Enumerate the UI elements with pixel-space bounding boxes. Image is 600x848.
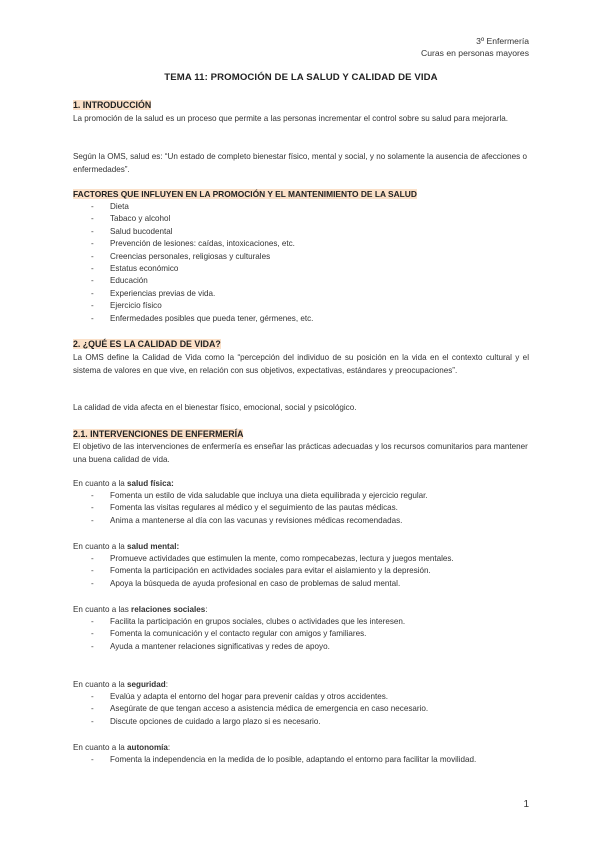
autonomia-list [91, 754, 476, 766]
list-item: - Ayuda a mantener relaciones significativas y redes de apoyo. [91, 641, 330, 651]
list-item: - Tabaco y alcohol [91, 214, 171, 224]
list-item: - Fomenta la comunicación y el contacto regular con amigos y familiares. [91, 629, 367, 639]
section-heading-introduccion: 1. INTRODUCCIÓN [73, 100, 152, 110]
list-item: - Facilita la participación en grupos sociales, clubes o actividades que les interesen. [91, 617, 406, 626]
list-item: - Fomenta la independencia en la medida de lo posible, adaptando el entorno para facilitar la movilidad. [91, 755, 477, 764]
list-item: - Creencias personales, religiosas y culturales [91, 251, 271, 261]
list-item: - Fomenta un estilo de vida saludable que incluya una dieta equilibrada y ejercicio regular. [91, 491, 428, 500]
group-intro-autonomia: En cuanto a la autonomía: [73, 743, 171, 752]
group-intro-salud-fisica: En cuanto a la salud física: [73, 479, 174, 488]
list-item: - Dieta [91, 202, 129, 211]
section-heading-calidad-de-vida: 2. ¿QUÉ ES LA CALIDAD DE VIDA? [73, 339, 221, 349]
intervenciones-paragraph: El objetivo de las intervenciones de enfermería es enseñar las prácticas adecuadas y los recursos comunitarios para mantener una buena calidad de vida. [73, 442, 528, 464]
list-item: - Ejercicio físico [91, 301, 162, 311]
salud-mental-list [91, 553, 454, 590]
list-item: - Discute opciones de cuidado a largo plazo si es necesario. [91, 716, 321, 726]
document-page [73, 0, 529, 848]
list-item: - Prevención de lesiones: caídas, intoxicaciones, etc. [91, 239, 295, 249]
page-header [421, 35, 529, 59]
list-item: - Fomenta la participación en actividades sociales para evitar el aislamiento y la depresión. [91, 566, 431, 576]
list-item: - Estatus económico [91, 264, 179, 274]
list-item: - Anima a mantenerse al día con las vacunas y revisiones médicas recomendadas. [91, 515, 403, 525]
group-intro-salud-mental: En cuanto a la salud mental: [73, 542, 180, 551]
oms-definition-paragraph: Según la OMS, salud es: “Un estado de completo bienestar físico, mental y social, y no solamente la ausencia de afecciones o enfermedades”. [73, 152, 527, 174]
relaciones-sociales-list [91, 616, 405, 653]
intro-paragraph: La promoción de la salud es un proceso que permite a las personas incrementar el control sobre su salud para mejorarla. [73, 114, 509, 123]
seguridad-list [91, 691, 428, 728]
list-item: - Educación [91, 276, 148, 286]
list-item: - Fomenta las visitas regulares al médico y el seguimiento de las pautas médicas. [91, 503, 398, 513]
factors-list [91, 201, 313, 325]
group-intro-seguridad: En cuanto a la seguridad: [73, 680, 168, 689]
list-item: - Enfermedades posibles que pueda tener, gérmenes, etc. [91, 313, 314, 323]
list-item: - Experiencias previas de vida. [91, 288, 216, 298]
header-subject: Curas en personas mayores [421, 48, 529, 58]
page-number: 1 [523, 799, 529, 810]
list-item: - Evalúa y adapta el entorno del hogar para prevenir caídas y otros accidentes. [91, 692, 389, 701]
list-item: - Salud bucodental [91, 226, 173, 236]
salud-fisica-list [91, 490, 428, 527]
document-title: TEMA 11: PROMOCIÓN DE LA SALUD Y CALIDAD DE VIDA [164, 72, 438, 83]
list-item: - Asegúrate de que tengan acceso a asistencia médica de emergencia en caso necesario. [91, 704, 429, 714]
calidad-de-vida-definition: La OMS define la Calidad de Vida como la “percepción del individuo de su posición en la vida en el contexto cultural y el sistema de valores en que vive, en relación con sus objetivos, expectativas, estándares y preocupaciones”. [73, 353, 529, 375]
header-course: 3º Enfermería [476, 36, 529, 46]
group-intro-relaciones-sociales: En cuanto a las relaciones sociales: [73, 605, 208, 614]
section-heading-intervenciones: 2.1. INTERVENCIONES DE ENFERMERÍA [73, 429, 244, 439]
list-item: - Apoya la búsqueda de ayuda profesional en caso de problemas de salud mental. [91, 578, 401, 588]
factors-heading: FACTORES QUE INFLUYEN EN LA PROMOCIÓN Y EL MANTENIMIENTO DE LA SALUD [73, 189, 417, 199]
list-item: - Promueve actividades que estimulen la mente, como rompecabezas, lectura y juegos mentales. [91, 554, 454, 563]
calidad-de-vida-effects: La calidad de vida afecta en el bienestar físico, emocional, social y psicológico. [73, 403, 357, 412]
